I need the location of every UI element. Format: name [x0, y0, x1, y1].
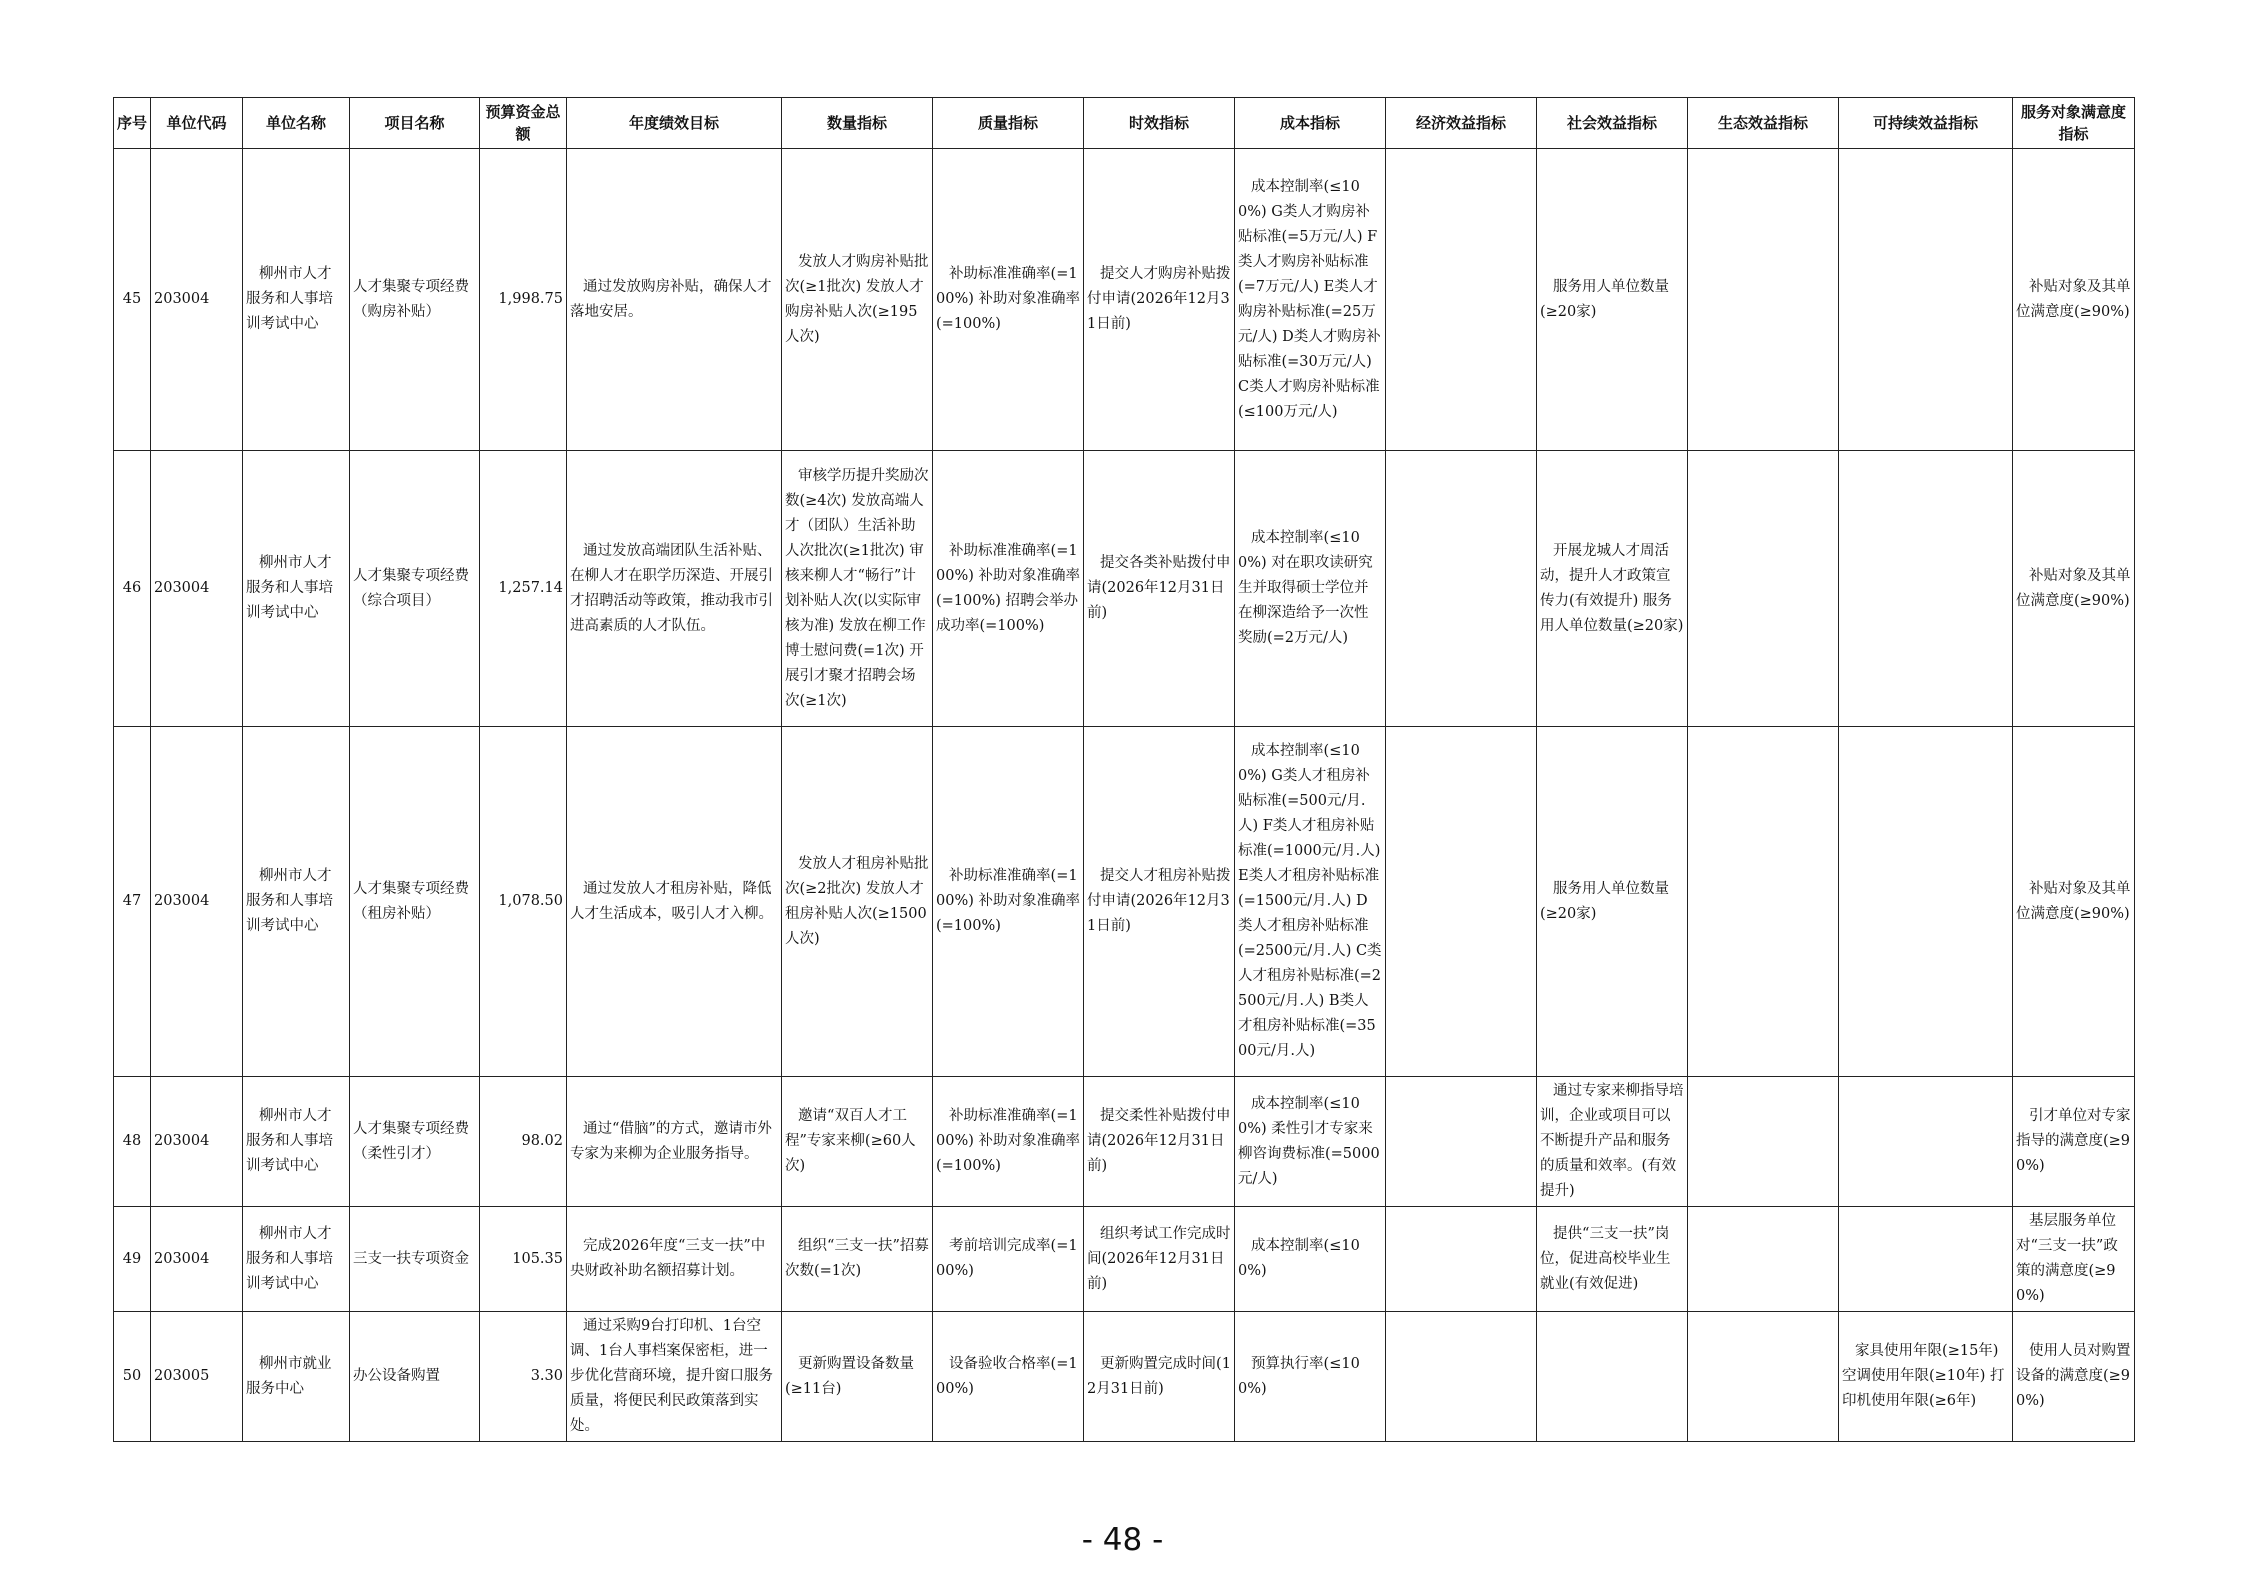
quality-indicator: 补助标准准确率(=100%) 补助对象准确率(=100%) 招聘会举办成功率(=100%)	[933, 451, 1084, 727]
timeliness-indicator: 提交人才租房补贴拨付申请(2026年12月31日前)	[1084, 727, 1235, 1077]
satisfaction-indicator: 使用人员对购置设备的满意度(≥90%)	[2013, 1312, 2135, 1442]
unit-name: 柳州市人才服务和人事培训考试中心	[243, 1207, 350, 1312]
sustainable-indicator	[1839, 727, 2013, 1077]
satisfaction-indicator: 引才单位对专家指导的满意度(≥90%)	[2013, 1077, 2135, 1207]
table-row	[114, 1207, 2135, 1312]
satisfaction-indicator: 补贴对象及其单位满意度(≥90%)	[2013, 149, 2135, 451]
header-cell: 经济效益指标	[1386, 98, 1537, 149]
quantity-indicator: 邀请“双百人才工程”专家来柳(≥60人次)	[782, 1077, 933, 1207]
cost-indicator: 成本控制率(≤100%)	[1235, 1207, 1386, 1312]
unit-code: 203004	[151, 727, 243, 1077]
budget-amount: 98.02	[480, 1077, 567, 1207]
unit-code: 203004	[151, 1207, 243, 1312]
performance-table-sheet	[113, 97, 2134, 1442]
unit-code: 203004	[151, 1077, 243, 1207]
quantity-indicator: 发放人才购房补贴批次(≥1批次) 发放人才购房补贴人次(≥195人次)	[782, 149, 933, 451]
table-header-row	[114, 98, 2135, 149]
social-indicator: 通过专家来柳指导培训，企业或项目可以不断提升产品和服务的质量和效率。(有效提升)	[1537, 1077, 1688, 1207]
social-indicator: 服务用人单位数量(≥20家)	[1537, 727, 1688, 1077]
cost-indicator: 成本控制率(≤100%) 对在职攻读研究生并取得硕士学位并在柳深造给予一次性奖励(=2万元/人)	[1235, 451, 1386, 727]
budget-amount: 3.30	[480, 1312, 567, 1442]
budget-amount: 1,998.75	[480, 149, 567, 451]
timeliness-indicator: 提交各类补贴拨付申请(2026年12月31日前)	[1084, 451, 1235, 727]
annual-goal: 通过发放购房补贴，确保人才落地安居。	[567, 149, 782, 451]
sustainable-indicator	[1839, 149, 2013, 451]
ecological-indicator	[1688, 451, 1839, 727]
quantity-indicator: 组织“三支一扶”招募次数(=1次)	[782, 1207, 933, 1312]
header-cell: 序号	[114, 98, 151, 149]
table-row	[114, 727, 2135, 1077]
row-number: 50	[114, 1312, 151, 1442]
table-row	[114, 1312, 2135, 1442]
header-cell: 成本指标	[1235, 98, 1386, 149]
row-number: 46	[114, 451, 151, 727]
annual-goal: 通过发放高端团队生活补贴、在柳人才在职学历深造、开展引才招聘活动等政策，推动我市引进高素质的人才队伍。	[567, 451, 782, 727]
header-cell: 社会效益指标	[1537, 98, 1688, 149]
ecological-indicator	[1688, 1312, 1839, 1442]
header-cell: 项目名称	[350, 98, 480, 149]
cost-indicator: 预算执行率(≤100%)	[1235, 1312, 1386, 1442]
satisfaction-indicator: 补贴对象及其单位满意度(≥90%)	[2013, 451, 2135, 727]
ecological-indicator	[1688, 727, 1839, 1077]
economic-indicator	[1386, 1312, 1537, 1442]
unit-name: 柳州市人才服务和人事培训考试中心	[243, 451, 350, 727]
header-cell: 预算资金总额	[480, 98, 567, 149]
sustainable-indicator	[1839, 451, 2013, 727]
social-indicator: 服务用人单位数量(≥20家)	[1537, 149, 1688, 451]
sustainable-indicator	[1839, 1077, 2013, 1207]
sustainable-indicator: 家具使用年限(≥15年) 空调使用年限(≥10年) 打印机使用年限(≥6年)	[1839, 1312, 2013, 1442]
annual-goal: 通过采购9台打印机、1台空调、1台人事档案保密柜，进一步优化营商环境，提升窗口服务质量，将便民利民政策落到实处。	[567, 1312, 782, 1442]
page-number: - 48 -	[1081, 1522, 1164, 1558]
economic-indicator	[1386, 451, 1537, 727]
sustainable-indicator	[1839, 1207, 2013, 1312]
annual-goal: 通过“借脑”的方式，邀请市外专家为来柳为企业服务指导。	[567, 1077, 782, 1207]
header-cell: 单位名称	[243, 98, 350, 149]
unit-name: 柳州市人才服务和人事培训考试中心	[243, 149, 350, 451]
quantity-indicator: 更新购置设备数量(≥11台)	[782, 1312, 933, 1442]
row-number: 47	[114, 727, 151, 1077]
unit-name: 柳州市人才服务和人事培训考试中心	[243, 1077, 350, 1207]
performance-table	[113, 97, 2135, 1442]
row-number: 45	[114, 149, 151, 451]
timeliness-indicator: 提交柔性补贴拨付申请(2026年12月31日前)	[1084, 1077, 1235, 1207]
social-indicator	[1537, 1312, 1688, 1442]
header-cell: 生态效益指标	[1688, 98, 1839, 149]
header-cell: 时效指标	[1084, 98, 1235, 149]
header-cell: 年度绩效目标	[567, 98, 782, 149]
annual-goal: 通过发放人才租房补贴，降低人才生活成本，吸引人才入柳。	[567, 727, 782, 1077]
timeliness-indicator: 更新购置完成时间(12月31日前)	[1084, 1312, 1235, 1442]
satisfaction-indicator: 基层服务单位对“三支一扶”政策的满意度(≥90%)	[2013, 1207, 2135, 1312]
row-number: 48	[114, 1077, 151, 1207]
cost-indicator: 成本控制率(≤100%) G类人才购房补贴标准(=5万元/人) F类人才购房补贴标准(=7万元/人) E类人才购房补贴标准(=25万元/人) D类人才购房补贴标准(=30万元/人) C类人才购房补贴标准(≤100万元/人)	[1235, 149, 1386, 451]
quantity-indicator: 审核学历提升奖励次数(≥4次) 发放高端人才（团队）生活补助人次批次(≥1批次) 审核来柳人才“畅行”计划补贴人次(以实际审核为准) 发放在柳工作博士慰问费(=1次) 开展引才聚才招聘会场次(≥1次)	[782, 451, 933, 727]
table-row	[114, 1077, 2135, 1207]
quality-indicator: 设备验收合格率(=100%)	[933, 1312, 1084, 1442]
budget-amount: 1,257.14	[480, 451, 567, 727]
quality-indicator: 补助标准准确率(=100%) 补助对象准确率(=100%)	[933, 1077, 1084, 1207]
quantity-indicator: 发放人才租房补贴批次(≥2批次) 发放人才租房补贴人次(≥1500人次)	[782, 727, 933, 1077]
unit-code: 203005	[151, 1312, 243, 1442]
economic-indicator	[1386, 1207, 1537, 1312]
timeliness-indicator: 组织考试工作完成时间(2026年12月31日前)	[1084, 1207, 1235, 1312]
header-cell: 服务对象满意度指标	[2013, 98, 2135, 149]
unit-name: 柳州市就业服务中心	[243, 1312, 350, 1442]
unit-code: 203004	[151, 451, 243, 727]
economic-indicator	[1386, 1077, 1537, 1207]
header-cell: 可持续效益指标	[1839, 98, 2013, 149]
social-indicator: 开展龙城人才周活动，提升人才政策宣传力(有效提升) 服务用人单位数量(≥20家)	[1537, 451, 1688, 727]
table-row	[114, 451, 2135, 727]
quality-indicator: 补助标准准确率(=100%) 补助对象准确率(=100%)	[933, 727, 1084, 1077]
project-name: 三支一扶专项资金	[350, 1207, 480, 1312]
ecological-indicator	[1688, 149, 1839, 451]
project-name: 人才集聚专项经费（柔性引才）	[350, 1077, 480, 1207]
project-name: 人才集聚专项经费（购房补贴）	[350, 149, 480, 451]
economic-indicator	[1386, 149, 1537, 451]
project-name: 人才集聚专项经费（租房补贴）	[350, 727, 480, 1077]
quality-indicator: 补助标准准确率(=100%) 补助对象准确率(=100%)	[933, 149, 1084, 451]
annual-goal: 完成2026年度“三支一扶”中央财政补助名额招募计划。	[567, 1207, 782, 1312]
satisfaction-indicator: 补贴对象及其单位满意度(≥90%)	[2013, 727, 2135, 1077]
quality-indicator: 考前培训完成率(=100%)	[933, 1207, 1084, 1312]
budget-amount: 105.35	[480, 1207, 567, 1312]
table-row	[114, 149, 2135, 451]
cost-indicator: 成本控制率(≤100%) G类人才租房补贴标准(=500元/月.人) F类人才租房补贴标准(=1000元/月.人) E类人才租房补贴标准(=1500元/月.人) D类人才租房补贴标准(=2500元/月.人) C类人才租房补贴标准(=2500元/月.人) B类人才租房补贴标准(=3500元/月.人)	[1235, 727, 1386, 1077]
project-name: 人才集聚专项经费（综合项目）	[350, 451, 480, 727]
row-number: 49	[114, 1207, 151, 1312]
timeliness-indicator: 提交人才购房补贴拨付申请(2026年12月31日前)	[1084, 149, 1235, 451]
budget-amount: 1,078.50	[480, 727, 567, 1077]
ecological-indicator	[1688, 1207, 1839, 1312]
header-cell: 单位代码	[151, 98, 243, 149]
unit-code: 203004	[151, 149, 243, 451]
economic-indicator	[1386, 727, 1537, 1077]
unit-name: 柳州市人才服务和人事培训考试中心	[243, 727, 350, 1077]
social-indicator: 提供“三支一扶”岗位，促进高校毕业生就业(有效促进)	[1537, 1207, 1688, 1312]
header-cell: 质量指标	[933, 98, 1084, 149]
header-cell: 数量指标	[782, 98, 933, 149]
project-name: 办公设备购置	[350, 1312, 480, 1442]
ecological-indicator	[1688, 1077, 1839, 1207]
cost-indicator: 成本控制率(≤100%) 柔性引才专家来柳咨询费标准(=5000元/人)	[1235, 1077, 1386, 1207]
